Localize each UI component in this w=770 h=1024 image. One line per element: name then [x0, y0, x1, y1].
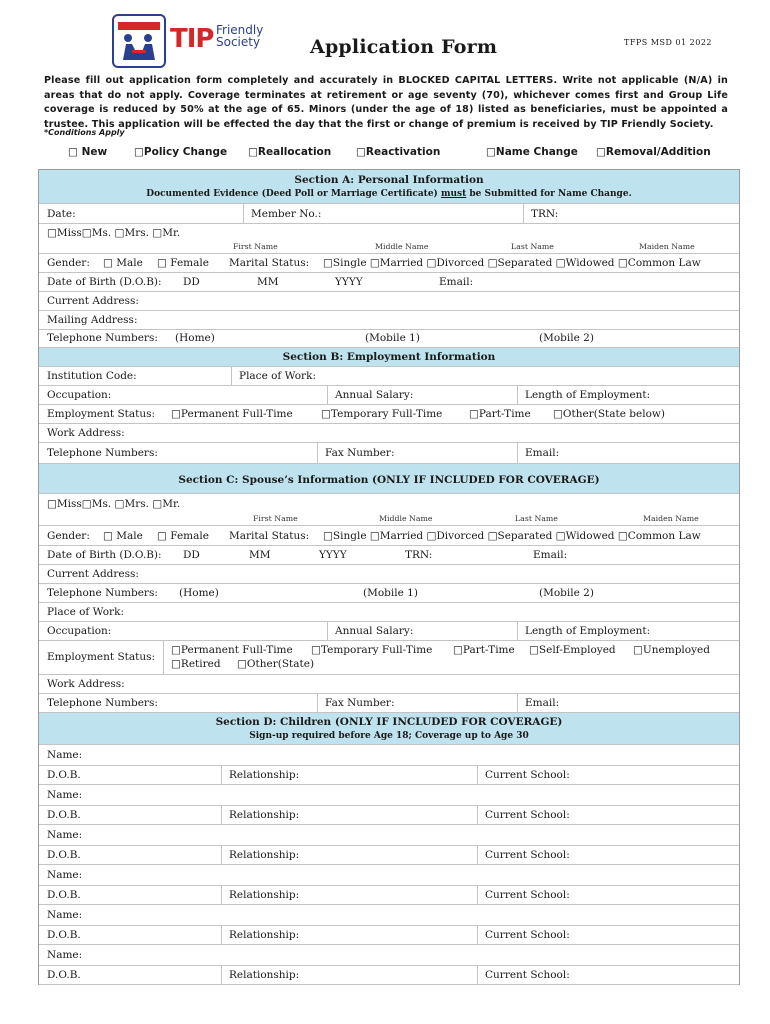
row-c-dob — [39, 546, 739, 565]
b-fax-label[interactable]: Fax Number: — [325, 447, 395, 459]
child-dob-label[interactable]: D.O.B. — [47, 969, 81, 981]
child-relationship-label[interactable]: Relationship: — [229, 769, 300, 781]
divider — [517, 622, 518, 640]
divider — [517, 386, 518, 404]
member-no-label[interactable]: Member No.: — [251, 208, 322, 220]
conditions-note: *Conditions Apply — [44, 128, 125, 137]
c-middle-name-label[interactable]: Middle Name — [379, 514, 433, 523]
dob-day[interactable]: DD — [183, 276, 200, 288]
child-name-label[interactable]: Name: — [47, 829, 83, 841]
c-telephone-home[interactable]: (Home) — [179, 587, 219, 599]
divider — [317, 443, 318, 463]
option-removal-addition[interactable]: □Removal/Addition — [596, 146, 711, 158]
c-title-options[interactable]: □Miss□Ms. □Mrs. □Mr. — [47, 498, 181, 510]
child-school-label[interactable]: Current School: — [485, 929, 570, 941]
first-name-label[interactable]: First Name — [233, 242, 278, 251]
section-a-title: Section A: Personal Information — [294, 174, 484, 186]
dob-label: Date of Birth (D.O.B): — [47, 276, 162, 288]
row-work-address — [39, 424, 739, 443]
divider — [221, 886, 222, 904]
child-dob-label[interactable]: D.O.B. — [47, 889, 81, 901]
marital-status-label: Marital Status: — [229, 257, 310, 269]
c-fax-label[interactable]: Fax Number: — [325, 697, 395, 709]
institution-code-label[interactable]: Institution Code: — [47, 370, 137, 382]
work-address-label[interactable]: Work Address: — [47, 427, 125, 439]
row-c-place-of-work — [39, 603, 739, 622]
child-name-label[interactable]: Name: — [47, 869, 83, 881]
section-c-title: Section C: Spouse’s Information (ONLY IF INCLUDED FOR COVERAGE) — [178, 474, 600, 486]
divider — [327, 622, 328, 640]
child-dob-row — [39, 766, 739, 785]
c-emp-temporary-option[interactable]: □Temporary Full-Time — [311, 644, 433, 656]
child-school-label[interactable]: Current School: — [485, 889, 570, 901]
c-current-address-label[interactable]: Current Address: — [47, 568, 139, 580]
row-occupation — [39, 386, 739, 405]
c-dob-label: Date of Birth (D.O.B): — [47, 549, 162, 561]
c-dob-day[interactable]: DD — [183, 549, 200, 561]
c-email-label[interactable]: Email: — [533, 549, 568, 561]
row-c-name — [39, 494, 739, 526]
c-trn-label[interactable]: TRN: — [405, 549, 433, 561]
row-current-address — [39, 292, 739, 311]
child-dob-row — [39, 846, 739, 865]
option-reallocation[interactable]: □Reallocation — [248, 146, 332, 158]
logo-friendly-word: Friendly — [216, 23, 264, 37]
child-name-row — [39, 825, 739, 846]
row-c-work-address — [39, 675, 739, 694]
child-name-row — [39, 745, 739, 766]
divider — [477, 766, 478, 784]
child-relationship-label[interactable]: Relationship: — [229, 809, 300, 821]
telephone-mobile2[interactable]: (Mobile 2) — [539, 332, 594, 344]
child-name-row — [39, 945, 739, 966]
trn-label[interactable]: TRN: — [531, 208, 559, 220]
place-of-work-label[interactable]: Place of Work: — [239, 370, 316, 382]
row-c-telephone — [39, 584, 739, 603]
child-name-label[interactable]: Name: — [47, 949, 83, 961]
logo-society-word: Society — [216, 35, 261, 49]
b-email-label[interactable]: Email: — [525, 447, 560, 459]
child-dob-row — [39, 806, 739, 825]
row-telephone — [39, 330, 739, 348]
header — [0, 0, 770, 70]
instructions: Please fill out application form completely and accurately in BLOCKED CAPITAL LETTERS. Write not applicable (N/A) in areas that do not apply. Coverage terminates at retirement or age seventy (70), whichever comes first and Group Life coverage is reduced by 50% at the age of 65. Minors (under the age of 18) listed as beneficiaries, must be appointed a trustee. This application will be effected the day that the first or change of premium is received by TIP Friendly Society. — [44, 75, 728, 130]
page-title: Application Form — [310, 36, 498, 58]
divider — [477, 846, 478, 864]
child-dob-row — [39, 926, 739, 945]
c-annual-salary-label[interactable]: Annual Salary: — [335, 625, 414, 637]
c-emp-parttime-option[interactable]: □Part-Time — [453, 644, 515, 656]
row-institution — [39, 367, 739, 386]
child-relationship-label[interactable]: Relationship: — [229, 849, 300, 861]
c-emp-retired-option[interactable]: □Retired — [171, 658, 221, 670]
c-length-employment-label[interactable]: Length of Employment: — [525, 625, 651, 637]
c-gender-male-option[interactable]: □ Male — [103, 530, 143, 542]
row-employment-status — [39, 405, 739, 424]
divider — [163, 641, 164, 674]
c-telephone-label: Telephone Numbers: — [47, 587, 158, 599]
row-c-tel2 — [39, 694, 739, 713]
c-place-of-work-label[interactable]: Place of Work: — [47, 606, 124, 618]
row-c-occupation — [39, 622, 739, 641]
child-school-label[interactable]: Current School: — [485, 849, 570, 861]
logo-tip-text: TIP — [170, 24, 214, 54]
date-label[interactable]: Date: — [47, 208, 76, 220]
c-dob-year[interactable]: YYYY — [319, 549, 347, 561]
child-school-label[interactable]: Current School: — [485, 769, 570, 781]
divider — [317, 694, 318, 712]
c-telephone-mobile2[interactable]: (Mobile 2) — [539, 587, 594, 599]
child-school-label[interactable]: Current School: — [485, 809, 570, 821]
child-name-row — [39, 865, 739, 886]
maiden-name-label[interactable]: Maiden Name — [639, 242, 695, 251]
marital-options[interactable]: □Single □Married □Divorced □Separated □Widowed □Common Law — [323, 257, 701, 269]
row-c-current-address — [39, 565, 739, 584]
mailing-address-label[interactable]: Mailing Address: — [47, 314, 138, 326]
divider — [523, 204, 524, 223]
child-dob-row — [39, 886, 739, 905]
c-gender-label: Gender: — [47, 530, 90, 542]
telephone-mobile1[interactable]: (Mobile 1) — [365, 332, 420, 344]
divider — [221, 966, 222, 984]
divider — [517, 443, 518, 463]
note-post: be Submitted for Name Change. — [466, 189, 632, 199]
row-c-gender-marital — [39, 526, 739, 546]
c-last-name-label[interactable]: Last Name — [515, 514, 558, 523]
section-d-header — [39, 713, 739, 745]
section-d-title: Section D: Children (ONLY IF INCLUDED FOR COVERAGE) — [215, 716, 563, 728]
telephone-label: Telephone Numbers: — [47, 332, 158, 344]
child-relationship-label[interactable]: Relationship: — [229, 929, 300, 941]
row-name — [39, 224, 739, 254]
divider — [517, 694, 518, 712]
c-emp-permanent-option[interactable]: □Permanent Full-Time — [171, 644, 293, 656]
c-employment-status-label: Employment Status: — [47, 651, 156, 663]
c-work-address-label[interactable]: Work Address: — [47, 678, 125, 690]
divider — [221, 806, 222, 824]
option-reactivation[interactable]: □Reactivation — [356, 146, 441, 158]
emp-parttime-option[interactable]: □Part-Time — [469, 408, 531, 420]
child-dob-label[interactable]: D.O.B. — [47, 849, 81, 861]
c-email2-label[interactable]: Email: — [525, 697, 560, 709]
section-b-title: Section B: Employment Information — [282, 351, 496, 363]
c-gender-female-option[interactable]: □ Female — [157, 530, 209, 542]
form-code: TFPS MSD 01 2022 — [624, 38, 713, 47]
current-address-label[interactable]: Current Address: — [47, 295, 139, 307]
tip-logo — [112, 14, 272, 70]
emp-other-option[interactable]: □Other(State below) — [553, 408, 665, 420]
divider — [221, 846, 222, 864]
row-gender-marital — [39, 254, 739, 273]
divider — [243, 204, 244, 223]
c-marital-status-label: Marital Status: — [229, 530, 310, 542]
middle-name-label[interactable]: Middle Name — [375, 242, 429, 251]
note-must: must — [440, 189, 467, 199]
divider — [477, 806, 478, 824]
child-relationship-label[interactable]: Relationship: — [229, 969, 300, 981]
option-new[interactable]: □ New — [68, 146, 108, 158]
section-c-header — [39, 464, 739, 494]
c-first-name-label[interactable]: First Name — [253, 514, 298, 523]
b-telephone-label[interactable]: Telephone Numbers: — [47, 447, 158, 459]
row-c-employment-status — [39, 641, 739, 675]
divider — [231, 367, 232, 385]
gender-female-option[interactable]: □ Female — [157, 257, 209, 269]
divider — [221, 926, 222, 944]
length-employment-label[interactable]: Length of Employment: — [525, 389, 651, 401]
divider — [477, 926, 478, 944]
c-emp-self-option[interactable]: □Self-Employed — [529, 644, 616, 656]
emp-temporary-option[interactable]: □Temporary Full-Time — [321, 408, 443, 420]
logo-friendly-text — [216, 24, 263, 48]
row-dob — [39, 273, 739, 292]
employment-status-label: Employment Status: — [47, 408, 156, 420]
row-mailing-address — [39, 311, 739, 330]
child-dob-label[interactable]: D.O.B. — [47, 929, 81, 941]
row-b-telephone — [39, 443, 739, 464]
child-school-label[interactable]: Current School: — [485, 969, 570, 981]
logo-emblem-icon — [112, 14, 166, 68]
c-marital-options[interactable]: □Single □Married □Divorced □Separated □Widowed □Common Law — [323, 530, 701, 542]
divider — [477, 966, 478, 984]
c-emp-unemployed-option[interactable]: □Unemployed — [633, 644, 710, 656]
child-dob-label[interactable]: D.O.B. — [47, 769, 81, 781]
child-dob-row — [39, 966, 739, 985]
section-a-note — [39, 189, 739, 199]
option-policy-change[interactable]: □Policy Change — [134, 146, 228, 158]
divider — [327, 386, 328, 404]
c-emp-other-option[interactable]: □Other(State) — [237, 658, 315, 670]
title-options[interactable]: □Miss□Ms. □Mrs. □Mr. — [47, 227, 181, 239]
child-relationship-label[interactable]: Relationship: — [229, 889, 300, 901]
c-tel2-label[interactable]: Telephone Numbers: — [47, 697, 158, 709]
c-dob-month[interactable]: MM — [249, 549, 271, 561]
option-name-change[interactable]: □Name Change — [486, 146, 578, 158]
dob-year[interactable]: YYYY — [335, 276, 363, 288]
section-d-note: Sign-up required before Age 18; Coverage up to Age 30 — [249, 731, 529, 741]
c-maiden-name-label[interactable]: Maiden Name — [643, 514, 699, 523]
application-type-options — [0, 146, 770, 162]
divider — [221, 766, 222, 784]
emp-permanent-option[interactable]: □Permanent Full-Time — [171, 408, 293, 420]
annual-salary-label[interactable]: Annual Salary: — [335, 389, 414, 401]
email-label[interactable]: Email: — [439, 276, 474, 288]
telephone-home[interactable]: (Home) — [175, 332, 215, 344]
application-form — [38, 169, 740, 985]
last-name-label[interactable]: Last Name — [511, 242, 554, 251]
section-a-header — [39, 170, 739, 204]
c-telephone-mobile1[interactable]: (Mobile 1) — [363, 587, 418, 599]
section-b-header — [39, 348, 739, 367]
divider — [477, 886, 478, 904]
child-dob-label[interactable]: D.O.B. — [47, 809, 81, 821]
c-occupation-label[interactable]: Occupation: — [47, 625, 112, 637]
child-name-row — [39, 905, 739, 926]
note-pre: Documented Evidence (Deed Poll or Marriage Certificate) — [146, 189, 441, 199]
child-name-label[interactable]: Name: — [47, 749, 83, 761]
child-name-label[interactable]: Name: — [47, 789, 83, 801]
gender-label: Gender: — [47, 257, 90, 269]
occupation-label[interactable]: Occupation: — [47, 389, 112, 401]
row-date-member — [39, 204, 739, 224]
dob-month[interactable]: MM — [257, 276, 279, 288]
child-name-label[interactable]: Name: — [47, 909, 83, 921]
gender-male-option[interactable]: □ Male — [103, 257, 143, 269]
child-name-row — [39, 785, 739, 806]
